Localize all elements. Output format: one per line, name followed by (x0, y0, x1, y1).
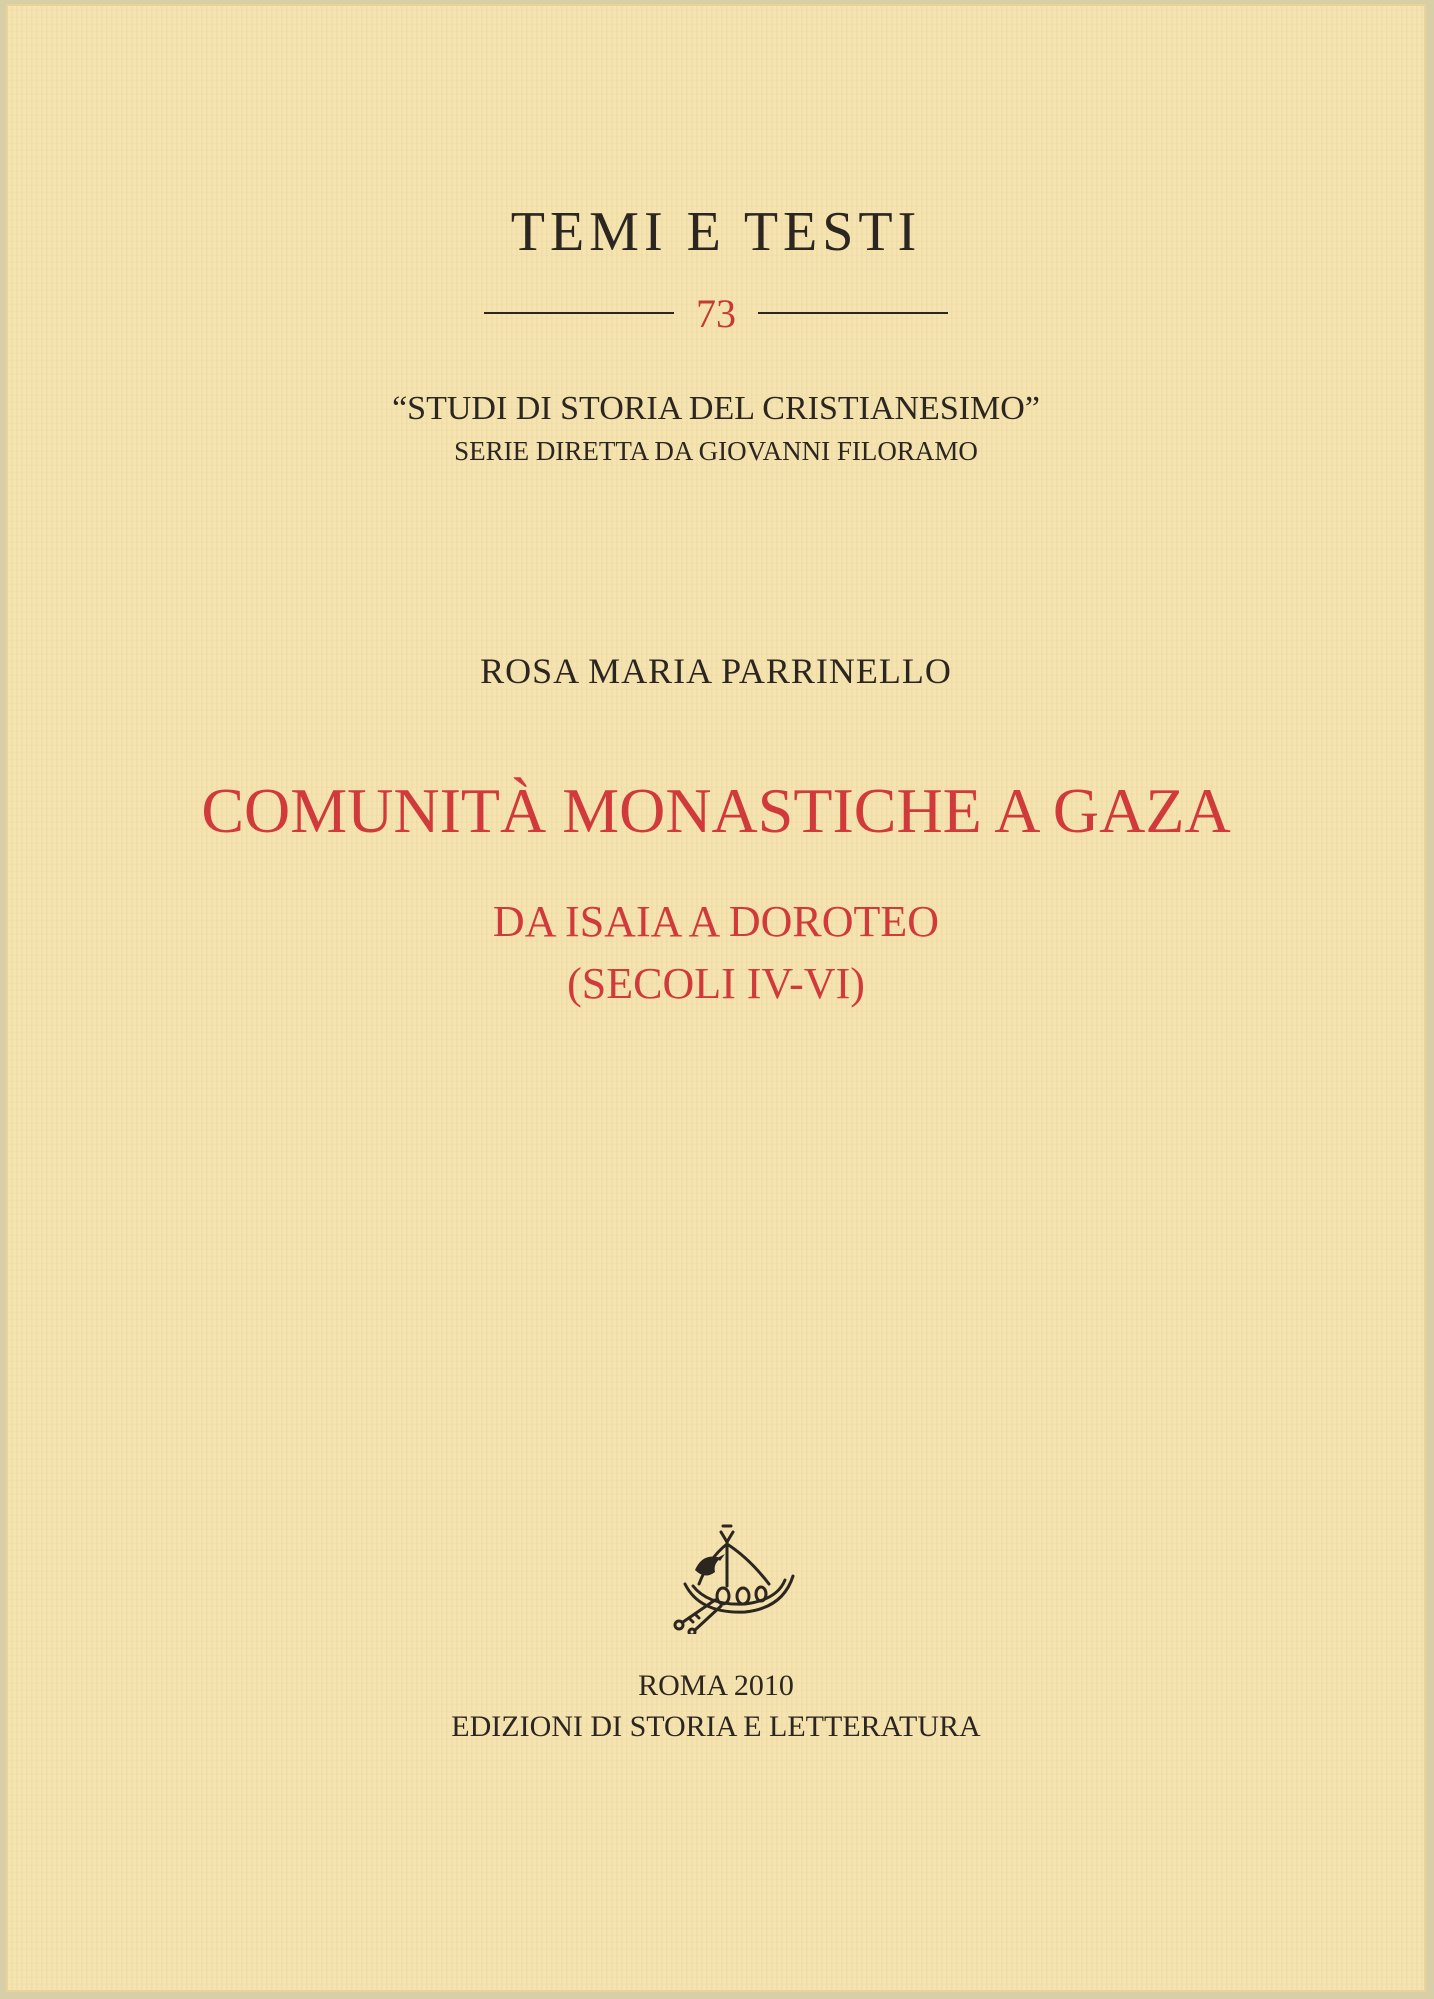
author-name: ROSA MARIA PARRINELLO (480, 651, 952, 691)
left-rule (484, 312, 674, 314)
series-editor: SERIE DIRETTA DA GIOVANNI FILORAMO (454, 436, 978, 466)
volume-number-row (6, 288, 1426, 338)
book-title: COMUNITÀ MONASTICHE A GAZA (201, 775, 1231, 846)
book-subtitle-dates: (SECOLI IV-VI) (567, 959, 865, 1008)
publisher-name: EDIZIONI DI STORIA E LETTERATURA (451, 1710, 981, 1743)
right-rule (758, 312, 948, 314)
book-cover (6, 4, 1426, 1992)
place-and-year: ROMA 2010 (638, 1669, 794, 1702)
volume-number: 73 (696, 290, 736, 336)
ship-with-bird-and-keys-icon (665, 1514, 801, 1634)
collection-name: “STUDI DI STORIA DEL CRISTIANESIMO” (392, 390, 1040, 427)
book-subtitle: DA ISAIA A DOROTEO (492, 897, 940, 946)
series-title: TEMI E TESTI (510, 201, 922, 263)
